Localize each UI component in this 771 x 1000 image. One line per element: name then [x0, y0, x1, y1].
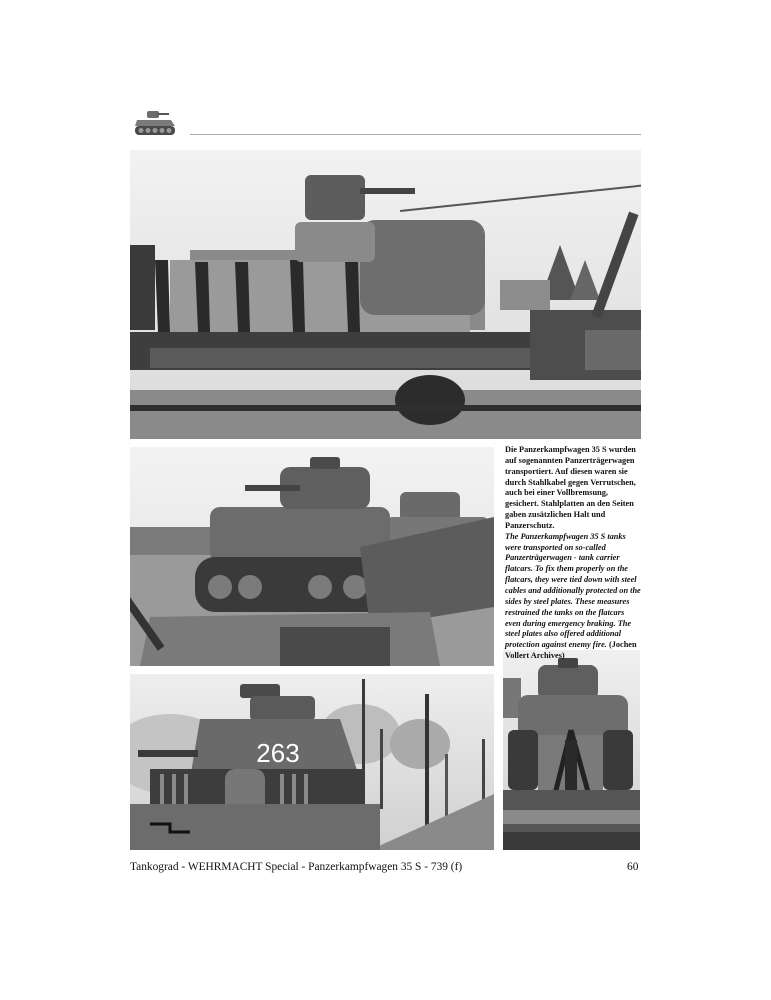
caption-german: Die Panzerkampfwagen 35 S wurden auf sogenannten Panzerträgerwagen transportiert. Auf diesen waren sie durch Stahlkabel gegen Verrutschen, auch bei einer Vollbremsung, gesichert. Stahlplatten an den Seiten gaben zusätzlichen Halt und Panzerschutz.	[505, 445, 636, 530]
photo-tank-front-on-flatcar	[503, 650, 640, 850]
caption-english-block	[505, 532, 641, 662]
photo-caption	[505, 445, 641, 662]
photo-tanks-on-railcars-row	[130, 447, 494, 666]
photo-tank-263-rear-view	[130, 674, 494, 850]
header-rule	[190, 134, 641, 135]
caption-credit: (Jochen Vollert Archives)	[505, 640, 637, 661]
photo-tank-on-armored-flatcar	[130, 150, 641, 439]
caption-english: The Panzerkampfwagen 35 S tanks were transported on so-called Panzerträgerwagen - tank carrier flatcars. To fix them properly on the flatcars, they were tied down with steel cables and additionally protected on the sides by steel plates. These measures restrained the tanks on the flatcars even during emergency braking. The steel plates also offered additional protection against enemy fire.	[505, 531, 641, 650]
tank-emblem-icon	[131, 108, 179, 140]
page-number: 60	[627, 861, 639, 873]
footer-title: Tankograd - WEHRMACHT Special - Panzerkampfwagen 35 S - 739 (f)	[130, 861, 463, 873]
hull-number: 263	[256, 738, 300, 768]
